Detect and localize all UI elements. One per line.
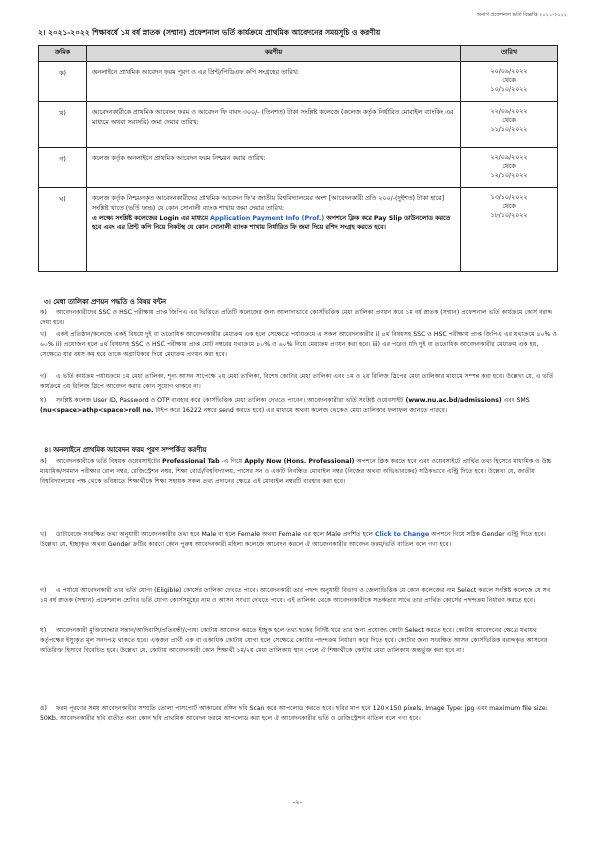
section-4-item-kha — [40, 530, 558, 550]
item-text: এ ভর্তি কার্যক্রম পর্যায়ক্রমে ১ম মেধা তালিকা, শূন্য আসন সাপেক্ষে ২য় মেধা তালিকা, বিশেষ কোটার মেধা তালিকা এবং ১ম ও ২য় রিলিজ স্লিপের মেধা তালিকার মাধ্যমে সম্পন্ন করা হবে। উল্লেখ্য যে, এ ভর্তি কার্যক্রমে ৩য় রিলিজ স্লিপে আবেদন করার কোন সুযোগ থাকবে না। — [40, 373, 554, 391]
item-text: আবেদনকারীদের SSC ও HSC পরীক্ষায় প্রাপ্ত জিপিএ এর ভিত্তিতে প্রতিটি কলেজের জন্য আলাদাভাবে কোর্সভিত্তিক মেধা তালিকা প্রণয়ন করে ১ম বর্ষ স্নাতক (সম্মান) প্রফেশনাল ভর্তি কার্যক্রমে কোর্স বরাদ্দ দেয়া হবে। — [40, 309, 553, 327]
schedule-table — [38, 45, 558, 272]
date-from: থেকে — [502, 117, 516, 125]
col-date: তারিখ — [461, 46, 558, 62]
row-serial: খ) — [39, 102, 87, 148]
section-4-title: ৪। অনলাইনে প্রাথমিক আবেদন ফরম পূরণ সম্পর্কিত করণীয় — [44, 446, 207, 454]
row-date — [461, 188, 558, 272]
item-label: খ) — [40, 331, 47, 338]
item-label: ঘ) — [40, 627, 47, 634]
date-start: ২২/০৯/২০২২ — [490, 154, 528, 161]
date-end: ১৮/১০/২০২২ — [490, 212, 528, 220]
item-text: একই প্রতিষ্ঠান/কলেজে একই বিষয়ে দুই বা ততোধিক আবেদনকারীর মেধাক্রম এক হলে সেক্ষেত্রে পর্যায়ক্রমে এ সকল আবেদনকারীর i) ৪র্থ বিষয়সহ SSC ও HSC পরীক্ষায় প্রাপ্ত জিপিএ এর যথাক্রমে ৪০% ও ৬০% ii) প্রয়োজন হলে ৪র্থ বিষয়সহ SSC ও HSC পরীক্ষায় প্রাপ্ত মোট নম্বরের যথাক্রমে ৪০% ও ৬০% নিয়ে মেধাক্রম প্রণয়ন করা হবে। iii) এর পরেও যদি দুই বা ততোধিক আবেদনকারীর মেধাক্রম এক হয়, সেক্ষেত্রে যার বয়স কম হবে তাকে অগ্রাধিকার দিয়ে মেধাক্রম প্রণয়ন করা হবে। — [40, 331, 557, 359]
row-serial: ক) — [39, 62, 87, 102]
date-end: ১১/১০/২০২২ — [490, 126, 528, 134]
section-3-title: ৩। মেধা তালিকা প্রণয়ন পদ্ধতি ও বিষয় বন্টন — [44, 298, 167, 306]
section-3-item-gha — [40, 396, 558, 416]
item-label: ক) — [40, 309, 47, 316]
task-text: ডাউনলোড করতে হবে এবং এর প্রিন্ট কপি নিয়ে নিকটস্থ যে কোন সোনালী ব্যাংক শাখায় নির্ধারিত ফি জমা দিয়ে রশিদ সংগ্রহ করতে হবে। — [92, 214, 451, 232]
task-text: অপশনে ক্লিক করে — [326, 214, 372, 222]
payment-info-link[interactable]: Application Payment Info (Prof.) — [210, 214, 325, 222]
item-text: ডাটাবেজে সংরক্ষিত তথ্য অনুযায়ী আবেদনকারীর তথ্য হবে Male বা হলে Female অথবা Female এর স্থলে Male প্রদর্শিত হলে — [55, 531, 373, 538]
col-task: করণীয় — [87, 46, 461, 62]
section-4-item-ka — [40, 457, 558, 487]
item-text: আবেদনকারী মুক্তিযোদ্ধার সন্তান/আদিবাসি/প্রতিবন্ধী/পোষ্য কোটায় আবেদন করতে ইচ্ছুক হলে তথ্য ছকের নির্দিষ্ট ঘরে তার জন্য প্রযোজ্য কোটা Select করতে হবে। কোটায় আবেদনের ক্ষেত্রে যথাযথ কর্তৃপক্ষের ইস্যুকৃত মূল সনদপত্র থাকতে হবে। একজন প্রার্থী এক বা একাধিক কোটায় যোগ্য হলে সেক্ষেত্রে কোটার পছন্দক্রম নির্ধারণ করে দিতে হবে। কোটার জন্য সংরক্ষিত আসন কোর্সভিত্তিক বরাদ্দকৃত আসনের অতিরিক্ত হিসাবে বিবেচিত হবে। উল্লেখ্য যে, কোটায় আবেদনকারী কোন শিক্ষার্থী ১ম/২য় মেধা তালিকায় স্থান পেলে ঐ শিক্ষার্থীকে কোটার মেধা তালিকায় অন্তর্ভুক্ত করা হবে না। — [40, 627, 548, 655]
payslip-term: Pay Slip — [373, 214, 403, 222]
section-4-item-ga — [40, 586, 558, 606]
apply-now-option: Apply Now (Hons. Professional) — [244, 458, 355, 465]
section-3-item-kha — [40, 330, 558, 360]
row-date — [461, 148, 558, 188]
date-end: ১২/১০/২০২২ — [490, 172, 528, 180]
row-task — [87, 188, 461, 272]
table-row — [39, 102, 558, 148]
professional-tab-term: Professional Tab — [162, 458, 220, 465]
task-text: এ লক্ষ্যে সংশ্লিষ্ট কলেজের — [92, 214, 158, 222]
section-3-item-ga — [40, 372, 558, 392]
date-from: থেকে — [502, 77, 516, 85]
date-from: থেকে — [502, 203, 516, 211]
section-4-item-umo — [40, 704, 558, 724]
item-text: সংশ্লিষ্ট কলেজ User ID, Password ও OTP ব্যবহার করে কোর্সভিত্তিক মেধা তালিকা দেখতে পাবেন। আবেদনকারীরা ভর্তি সংশ্লিষ্ট ওয়েবসাইট — [55, 397, 404, 404]
row-task: অনলাইনে প্রাথমিক আবেদন ফরম পূরণ ও এর প্রিন্ট/পিডিএফ কপি সংগ্রহের তারিখ: — [87, 62, 461, 102]
date-start: ২০/০৯/২০২২ — [490, 68, 528, 75]
item-label: গ) — [40, 587, 47, 594]
item-text: এবং SMS — [503, 397, 530, 404]
item-label: ঙ) — [40, 705, 47, 712]
row-serial: ঘ) — [39, 188, 87, 272]
admission-website-link[interactable]: (www.nu.ac.bd/admissions) — [405, 397, 502, 404]
item-text: টাইপ করে 16222 নম্বরে send করতে হবে) এর মাধ্যমে অথবা কলেজ থেকেও মেধা তালিকার ফলাফল জানতে পারবে। — [155, 407, 448, 415]
col-serial: ক্রমিক — [39, 46, 87, 62]
item-label: ক) — [40, 458, 47, 465]
row-date — [461, 62, 558, 102]
table-header-row — [39, 46, 558, 62]
page-number: -২- — [293, 798, 302, 806]
item-text: ফরম পূরণের সময় আবেদনকারীর সম্প্রতি তোলা পাসপোর্ট আকারের রঙ্গিন ছবি Scan করে আপলোড করতে হবে। ছবির মাপ হবে 120×150 pixels, Image Type: jpg এবং maximum file size: 50Kb. আবেদনকারীর ছবি ব্যতীত অন্য কোন ছবি প্রাথমিক আবেদন ফরমে আপলোড করা হলে ঐ আবেদনকারীর ভর্তি ও রেজিস্ট্রেশন বাতিল বলে গণ্য হবে। — [40, 705, 548, 723]
date-start: ২২/০৯/২০২২ — [490, 108, 528, 115]
item-label: ঘ) — [40, 397, 47, 404]
date-start: ১৩/১০/২০২২ — [490, 194, 528, 201]
row-task: আবেদনকারীকে প্রাথমিক আবেদন ফরম ও আবেদন ফি বাবদ ৩০০/- (তিনশত) টাকা সংশ্লিষ্ট কলেজে (কলেজ কর্তৃক নির্ধারিত মোবাইল ব্যাংকিং এর মাধ্যমে অথবা সরাসরি) জমা দেয়ার তারিখ: — [87, 102, 461, 148]
row-task: কলেজ কর্তৃক অনলাইনে প্রাথমিক আবেদন ফরম নিশ্চয়ন করার তারিখ: — [87, 148, 461, 188]
item-label: গ) — [40, 373, 47, 380]
task-text: এর মাধ্যমে — [180, 214, 209, 222]
sms-format: (nu<space>athp<space>roll no. — [40, 407, 154, 415]
click-to-change-link[interactable]: Click to Change — [374, 531, 430, 538]
header-note: অনার্স প্রফেশনাল ভর্তি বিজ্ঞপ্তি ২০২১-২০২২ — [476, 12, 567, 18]
task-text: কলেজ কর্তৃক নিশ্চয়নকৃত আবেদনকারীদের প্রাথমিক আবেদন ফি'র জাতীয় বিশ্ববিদ্যালয়ের অংশ [আবেদনকারী প্রতি ২০০/-(দুইশত) টাকা হারে] সংশ্লিষ্ট খাতে (ভর্তি ফান্ড) যে কোন সোনালী ব্যাংক শাখায় জমা দেয়ার তারিখ: — [92, 195, 445, 212]
table-row — [39, 188, 558, 272]
item-text: অপশনে গিয়ে সঠিক Gender এন্ট্রি দিতে হবে। উল্লেখ্য যে, ইচ্ছাকৃত অথবা Gender ক্রটির কারণে কোন পুরুষ আবেদনকারী মহিলা কলেজে আবেদন করলে ঐ আবেদনকারীর আবেদন ফরম/ভর্তি বাতিল বলে গণ্য হবে। — [40, 531, 546, 549]
row-date — [461, 102, 558, 148]
table-row — [39, 148, 558, 188]
item-text: অপশনে ক্লিক করতে হবে এবং ওয়েবসাইটে প্রার্থিত তথ্য হিসেবে মাধ্যমিক ও উচ্চ মাধ্যমিক/সমমান পরীক্ষার রোল নম্বর, রেজিস্ট্রেশন নম্বর, শিক্ষা বোর্ড/বিশ্ববিদ্যালয়, পাসের সন ও একটি নিবন্ধিত মোবাইল নম্বর (নিজের অথবা অভিভাবকের) সঠিকভাবে এন্ট্রি দিতে হবে। উল্লেখ্য যে, জাতীয় বিশ্ববিদ্যালয়ের পক্ষ থেকে ভবিষ্যতে শিক্ষার্থীকে শিক্ষা সহায়ক সকল তথ্য প্রদানের ক্ষেত্রে এই মোবাইল নম্বরটি ব্যবহার করা হবে। — [40, 458, 552, 486]
date-from: থেকে — [502, 163, 516, 171]
login-term: Login — [159, 214, 179, 222]
table-row — [39, 62, 558, 102]
date-end: ১০/১০/২০২২ — [490, 86, 528, 94]
row-serial: গ) — [39, 148, 87, 188]
section-2-title: ২। ২০২১-২০২২ শিক্ষাবর্ষে ১ম বর্ষ স্নাতক (সম্মান) প্রফেশনাল ভর্তি কার্যক্রমে প্রাথমিক আবেদনের সময়সূচি ও করণীয় — [38, 28, 381, 37]
section-3-item-ka — [40, 308, 558, 328]
item-text: -এ গিয়ে — [221, 458, 243, 465]
section-4-item-gha — [40, 626, 558, 656]
item-text: এ পর্যায়ে আবেদনকারী তার ভর্তি যোগ্য (Eligible) কোর্সের তালিকা দেখতে পাবে। আবেদনকারী তার পছন্দ অনুযায়ী বিভাগ ও জেলাভিত্তিক যে কোন কলেজের নাম Select করলে সংশ্লিষ্ট কলেজে যে সব ১ম বর্ষ স্নাতক (সম্মান) প্রফেশনাল শ্রেণির ভর্তি যোগ্য কোর্সসমূহের নাম ও আসন সংখ্যা দেখতে পাবে। এই তালিকা থেকে আবেদনকারীকে সতর্কতার সাথে তার প্রার্থিত কোর্সের পছন্দক্রম নির্ধারণ করতে হবে। — [40, 587, 551, 605]
item-label: খ) — [40, 531, 47, 538]
item-text: আবেদনকারীকে ভর্তি বিষয়ক ওয়েবসাইটের — [55, 458, 161, 465]
